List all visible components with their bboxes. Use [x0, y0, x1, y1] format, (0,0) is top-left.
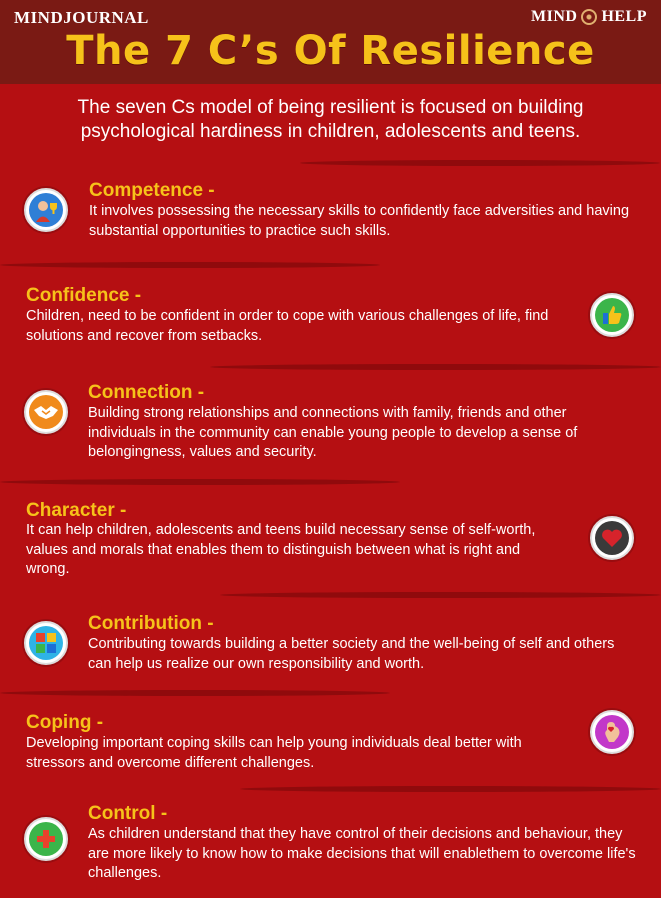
section-title: Contribution - — [88, 613, 214, 634]
divider-streak — [0, 690, 390, 696]
divider-streak — [220, 592, 661, 598]
plus-icon — [24, 817, 68, 861]
section-title: Control - — [88, 803, 168, 824]
section-text: It can help children, adolescents and teens build necessary sense of self-worth, values and morals that enables them to distinguish between what is right and wrong. — [26, 522, 536, 577]
hand-heart-icon — [590, 710, 634, 754]
plus-glyph — [35, 828, 57, 850]
section-text: Children, need to be confident in order to cope with various challenges of life, find solutions and recover from setbacks. — [26, 308, 549, 344]
divider-streak — [300, 160, 660, 166]
thumbs-up-glyph — [600, 303, 624, 327]
mindjournal-logo: MINDJOURNAL — [14, 8, 149, 27]
heart-glyph — [601, 528, 623, 548]
puzzle-icon — [24, 621, 68, 665]
section-title: Connection - — [88, 382, 205, 403]
mindhelp-logo-text-right: HELP — [601, 8, 647, 25]
section-text: It involves possessing the necessary skills to confidently face adversities and having substantial opportunities to practice such skills. — [89, 203, 630, 239]
divider-streak — [210, 364, 661, 370]
brain-icon — [581, 9, 597, 25]
section-title: Confidence - — [26, 285, 142, 306]
heart-icon — [590, 516, 634, 560]
section-text: Building strong relationships and connections with family, friends and other individuals in the community can enable young people to develop a sense of belongingness, values and security. — [88, 405, 578, 460]
trophy-person-icon — [24, 188, 68, 232]
mindhelp-logo-text-left: MIND — [531, 8, 578, 25]
divider-streak — [0, 479, 400, 485]
divider-streak — [240, 786, 661, 792]
puzzle-glyph — [35, 632, 57, 654]
section-text: As children understand that they have control of their decisions and behaviour, they are more likely to know how to make decisions that will enablethem to overcome life's challenges. — [88, 826, 636, 881]
handshake-icon — [24, 390, 68, 434]
section-text: Developing important coping skills can help young individuals deal better with stressors and overcome different challenges. — [26, 735, 522, 771]
trophy-person-glyph — [33, 197, 59, 223]
thumbs-up-icon — [590, 293, 634, 337]
section-title: Competence - — [89, 180, 215, 201]
divider-streak — [0, 262, 380, 268]
header-bar — [0, 0, 661, 84]
intro-text: The seven Cs model of being resilient is focused on building psychological hardiness in children, adolescents and teens. — [77, 97, 584, 142]
handshake-glyph — [33, 402, 59, 422]
section-title: Character - — [26, 500, 127, 521]
page-title: The 7 C’s Of Resilience — [66, 28, 595, 74]
hand-heart-glyph — [601, 720, 623, 744]
section-title: Coping - — [26, 712, 104, 733]
mindhelp-logo — [531, 8, 647, 26]
section-text: Contributing towards building a better society and the well-being of self and others can help us realize our own responsibility and worth. — [88, 636, 615, 672]
